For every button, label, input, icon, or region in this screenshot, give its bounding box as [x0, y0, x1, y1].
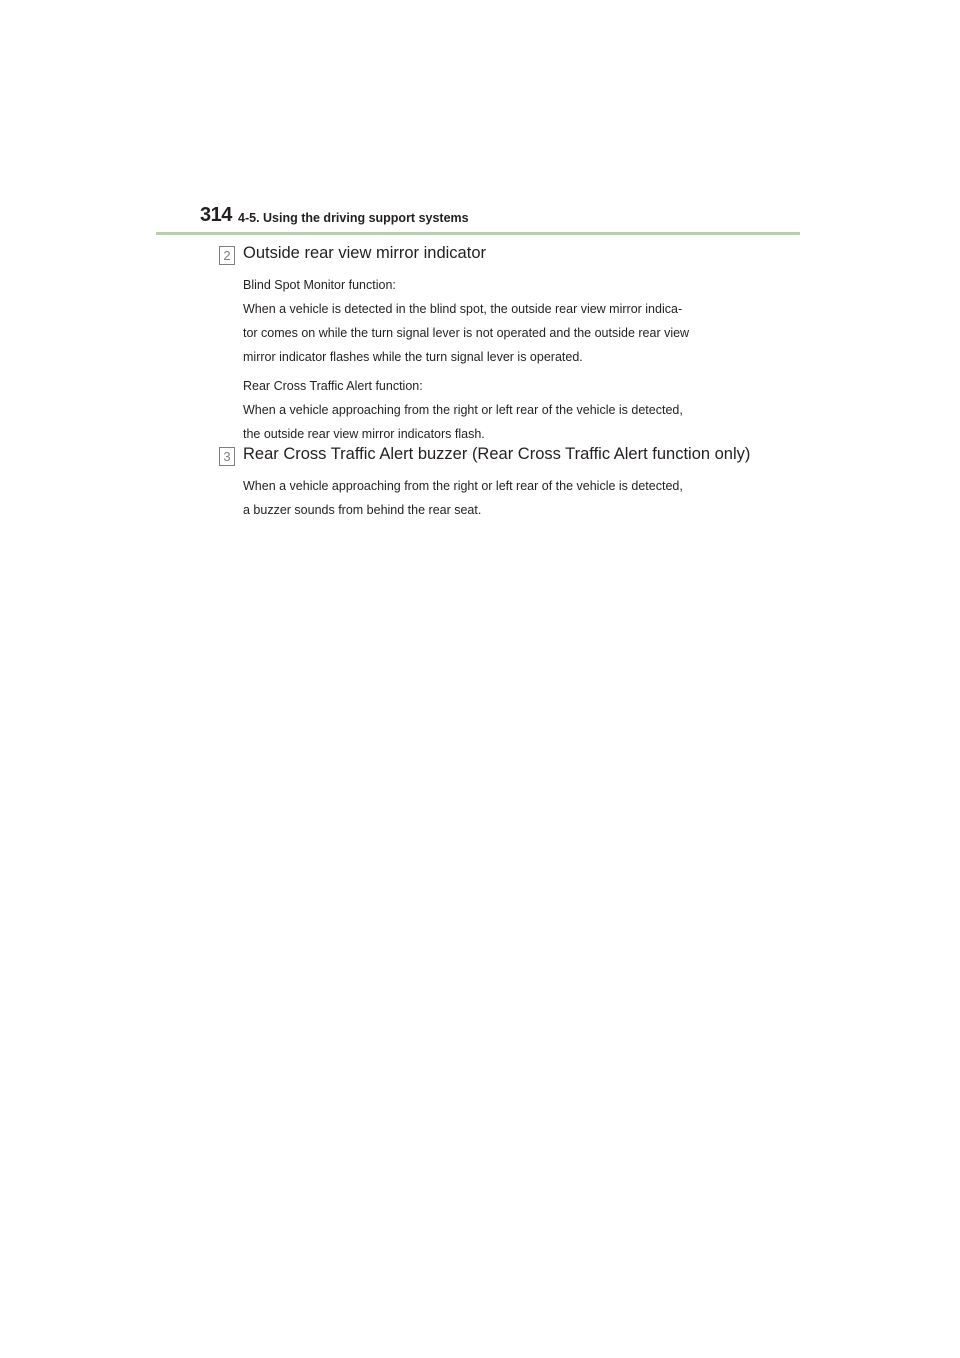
body-text-line: When a vehicle approaching from the right or left rear of the vehicle is detected, — [243, 479, 683, 493]
callout-number-badge: 2 — [219, 246, 235, 265]
body-text-line: tor comes on while the turn signal lever is not operated and the outside rear view — [243, 326, 690, 340]
body-text-line: When a vehicle is detected in the blind spot, the outside rear view mirror indica- — [243, 302, 683, 316]
header-divider — [156, 232, 800, 235]
body-text-line: a buzzer sounds from behind the rear seat. — [243, 503, 482, 517]
body-text-line: Rear Cross Traffic Alert function: — [243, 379, 423, 393]
body-text-line: the outside rear view mirror indicators flash. — [243, 427, 485, 441]
callout-heading: Outside rear view mirror indicator — [243, 244, 486, 262]
page-number: 314 — [200, 204, 232, 226]
section-title: 4-5. Using the driving support systems — [238, 211, 469, 225]
callout-heading: Rear Cross Traffic Alert buzzer (Rear Cross Traffic Alert function only) — [243, 445, 751, 463]
page-header — [200, 204, 800, 234]
body-text-line: mirror indicator flashes while the turn signal lever is operated. — [243, 350, 583, 364]
callout-number-badge: 3 — [219, 447, 235, 466]
body-text-line: When a vehicle approaching from the right or left rear of the vehicle is detected, — [243, 403, 683, 417]
body-text-line: Blind Spot Monitor function: — [243, 278, 396, 292]
